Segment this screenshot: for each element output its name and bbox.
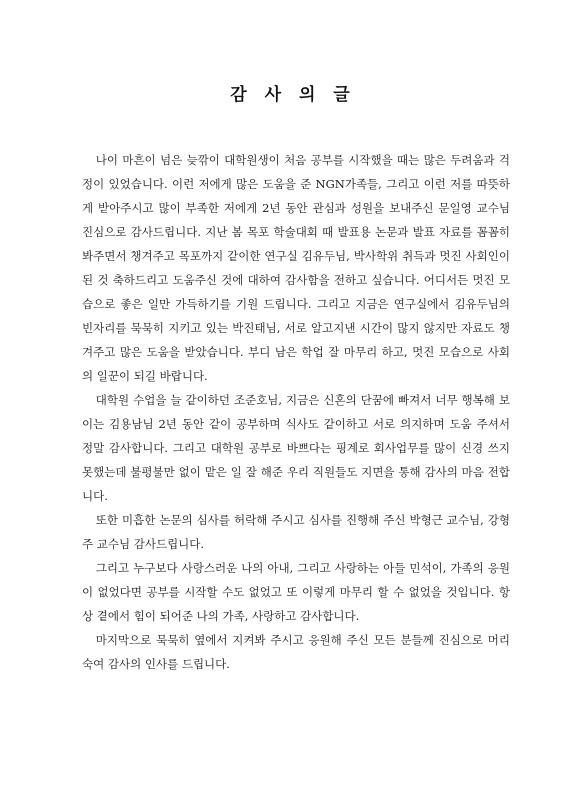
paragraph-2: 대학원 수업을 늘 같이하던 조준호님, 지금은 신혼의 단꿈에 빠져서 너무 행복해 보이는 김용남님 2년 동안 같이 공부하며 식사도 같이하고 서로 의지하며 도움 주셔서 정말 감사합니다. 그리고 대학원 공부로 바쁘다는 핑계로 회사업무를 많이 신경 쓰지 못했는데 불평불만 없이 맡은 일 잘 해준 우리 직원들도 지면을 통해 감사의 마음 전합니다. bbox=[82, 393, 510, 503]
paragraph-4: 그리고 누구보다 사랑스러운 나의 아내, 그리고 사랑하는 아들 민석이, 가족의 응원이 없었다면 공부를 시작할 수도 없었고 또 이렇게 마무리 할 수 없었을 것입니다. 항상 곁에서 힘이 되어준 나의 가족, 사랑하고 감사합니다. bbox=[82, 561, 510, 623]
paragraph-3: 또한 미흡한 논문의 심사를 허락해 주시고 심사를 진행해 주신 박형근 교수님, 강형주 교수님 감사드립니다. bbox=[82, 513, 510, 551]
paragraph-5: 마지막으로 묵묵히 옆에서 지켜봐 주시고 응원해 주신 모든 분들께 진심으로 머리 숙여 감사의 인사를 드립니다. bbox=[82, 633, 510, 671]
paragraph-1: 나이 마흔이 넘은 늦깎이 대학원생이 처음 공부를 시작했을 때는 많은 두려움과 걱정이 있었습니다. 이런 저에게 많은 도움을 준 NGN가족들, 그리고 이런 저를 따뜻하게 받아주시고 많이 부족한 저에게 2년 동안 관심과 성원을 보내주신 문일영 교수님 진심으로 감사드립니다. 지난 봄 목포 학술대회 때 발표용 논문과 발표 자료를 꼼꼼히 봐주면서 챙겨주고 목포까지 같이한 연구실 김유두님, 박사학위 취득과 멋진 사회인이 된 것 축하드리고 도움주신 것에 대하여 감사함을 전하고 싶습니다. 어디서든 멋진 모습으로 좋은 일만 가득하기를 기원 드립니다. 그리고 지금은 연구실에서 김유두님의 빈자리를 묵묵히 지키고 있는 박진태님, 서로 알고지낸 시간이 많지 않지만 자료도 챙겨주고 많은 도움을 받았습니다. 부디 남은 학업 잘 마무리 하고, 멋진 모습으로 사회의 일꾼이 되길 바랍니다. bbox=[82, 153, 510, 383]
page-title: 감 사 의 글 bbox=[230, 85, 356, 105]
acknowledgement-body bbox=[82, 148, 510, 676]
